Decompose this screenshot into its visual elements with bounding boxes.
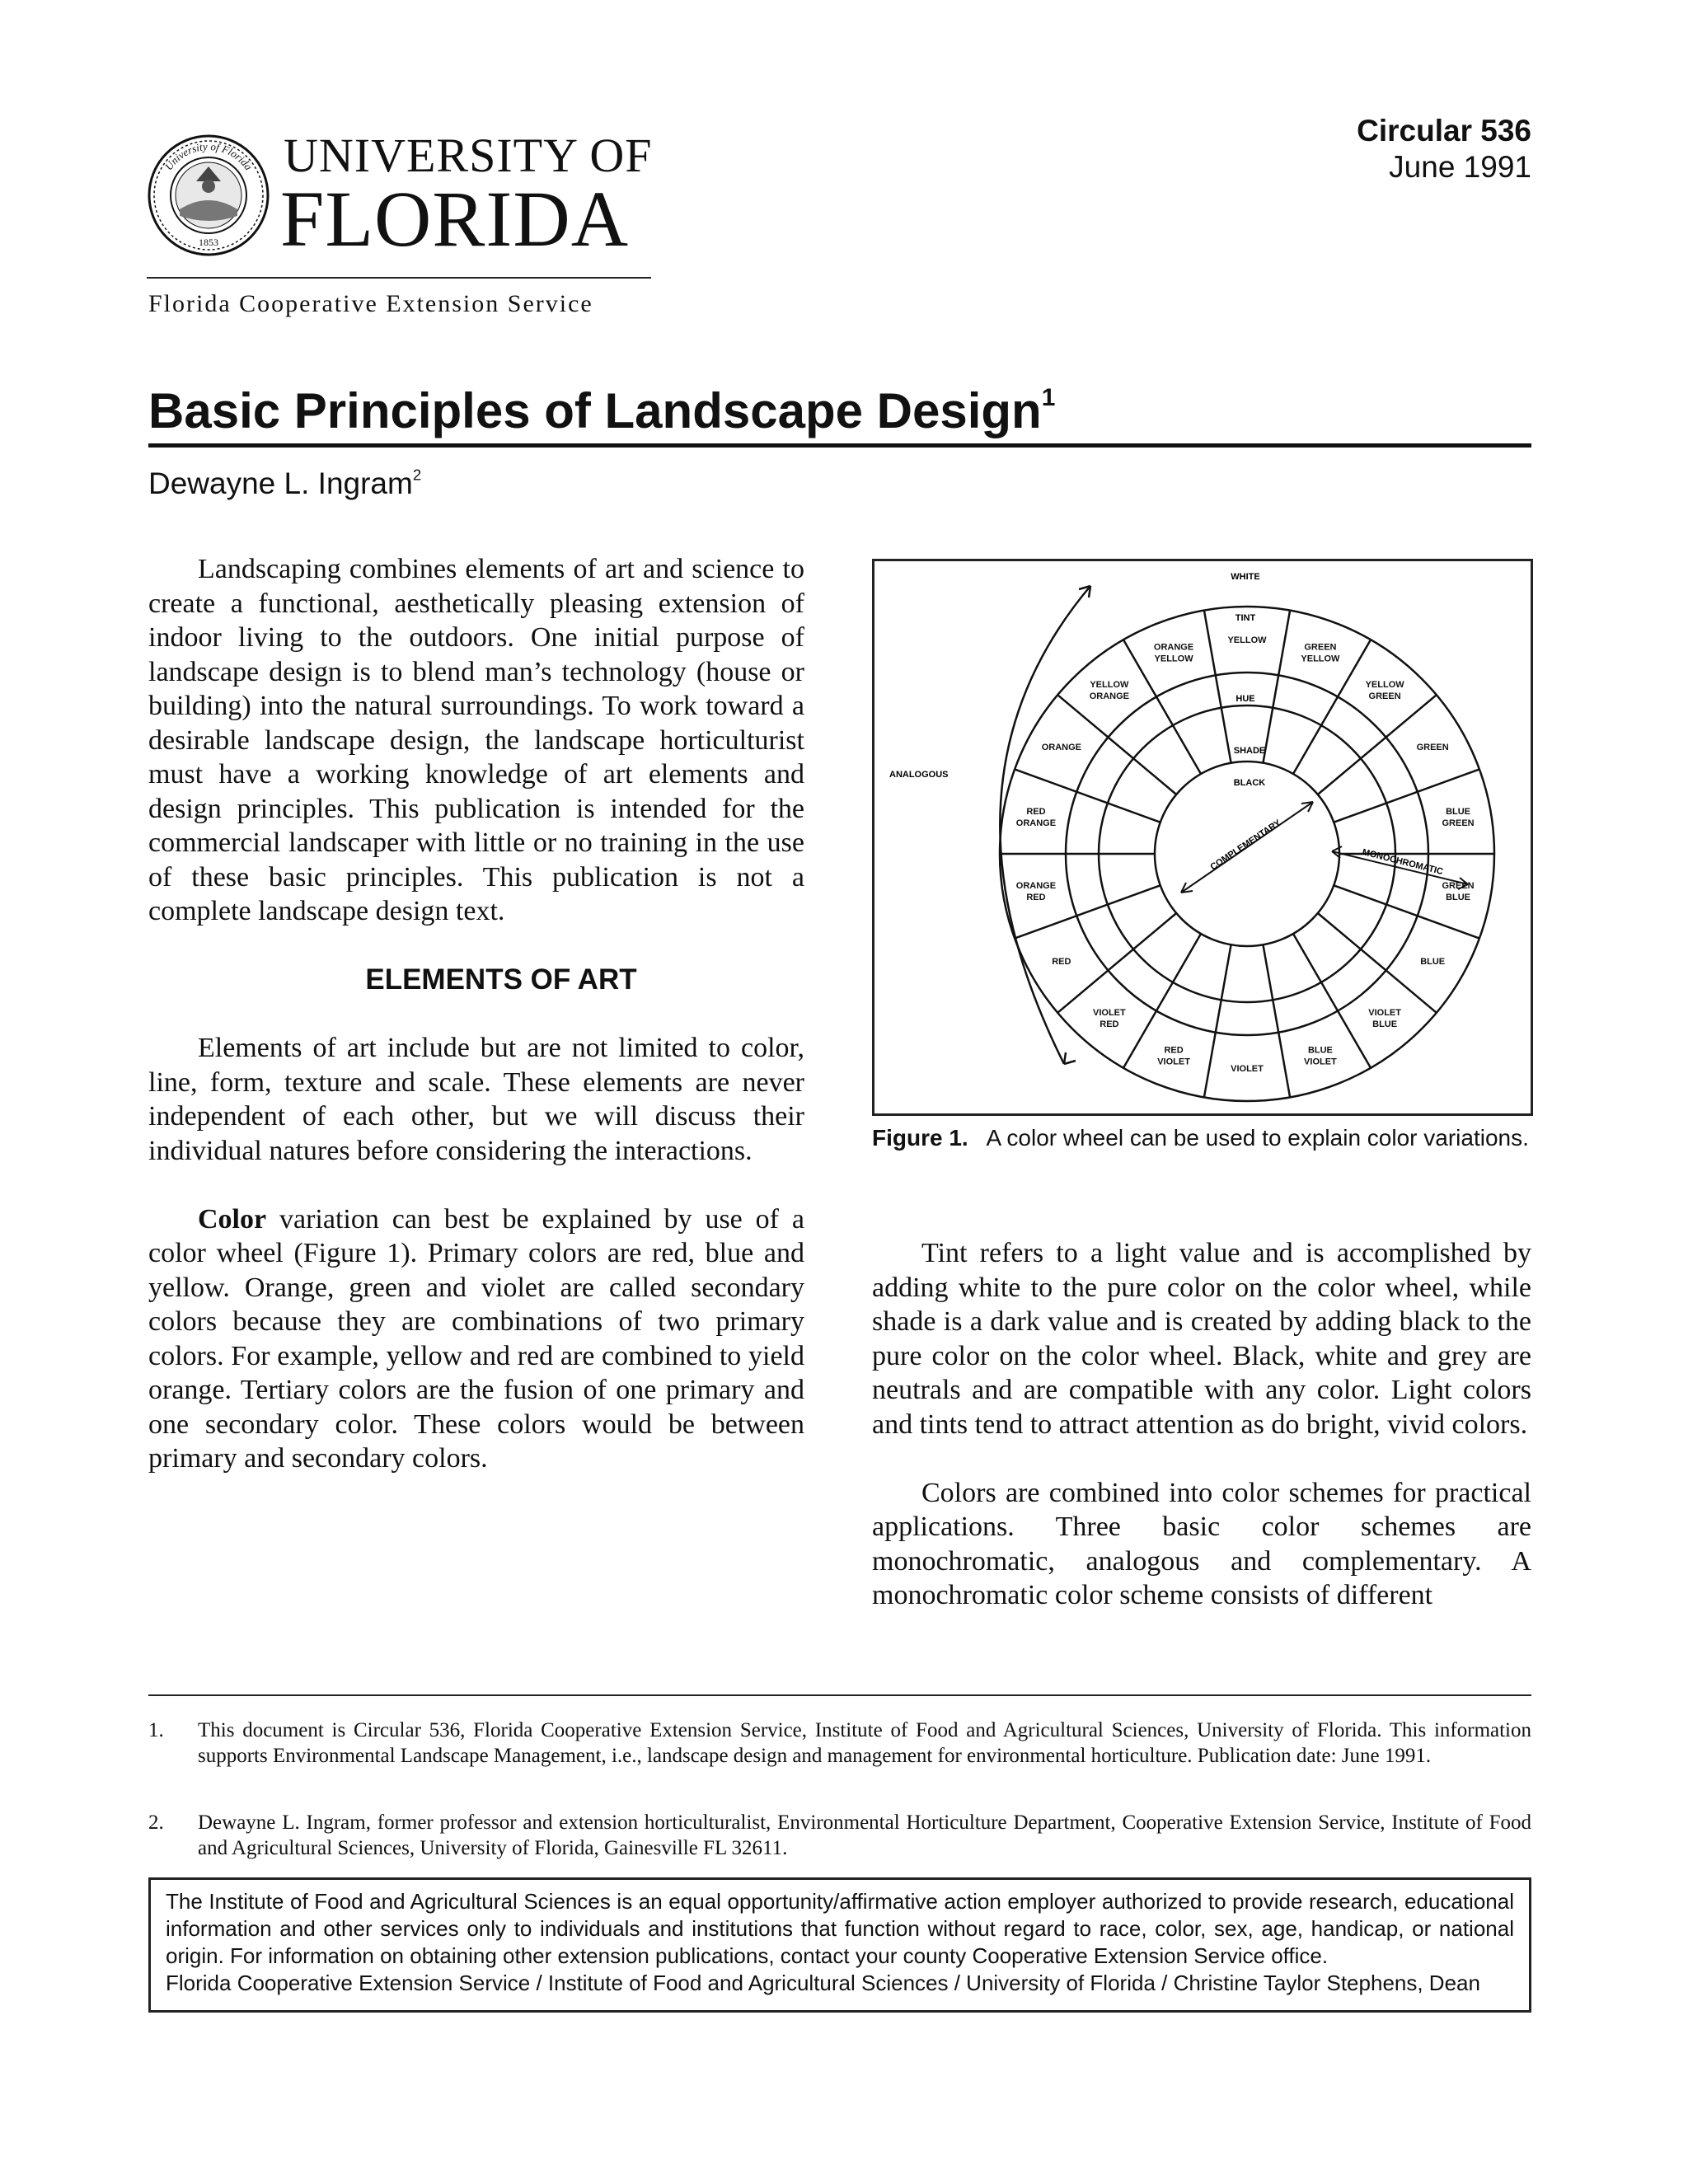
- university-name-line1: UNIVERSITY OF: [284, 129, 653, 182]
- wheel-label-hue: HUE: [1236, 694, 1255, 704]
- wheel-segment-label: YELLOW: [1227, 635, 1267, 645]
- wheel-label-black: BLACK: [1233, 778, 1266, 788]
- wheel-segment-label: GREEN: [1416, 743, 1449, 752]
- wheel-segment-label: YELLOW GREEN: [1365, 679, 1404, 701]
- footnote-1-number: 1.: [148, 1719, 164, 1741]
- intro-paragraph: Landscaping combines elements of art and science to create a functional, aesthetically pleasing extension of indoor living to the outdoors. One initial purpose of landscape design is to blend man’s technology (house or building) into the natural surroundings. To work toward a desirable landscape design, the landscape horticulturist must have a working knowledge of art elements and design principles. This publication is intended for the commercial landscaper with little or no training in the use of these basic principles. This publication is not a complete landscape design text.: [148, 554, 804, 926]
- wheel-segment-label: BLUE: [1420, 957, 1446, 967]
- elements-paragraph: Elements of art include but are not limited to color, line, form, texture and scale. These elements are never independent of each other, but we will discuss their individual natures before considering the interactions.: [148, 1033, 804, 1166]
- title-divider: [148, 443, 1531, 448]
- wheel-segment-label: YELLOW ORANGE: [1089, 679, 1130, 701]
- wheel-segment-label: VIOLET RED: [1093, 1008, 1126, 1030]
- wheel-segment-label: BLUE GREEN: [1442, 806, 1475, 828]
- equal-opportunity-box: [148, 1877, 1531, 2013]
- university-seal-icon: [147, 134, 270, 257]
- footnote-1-text: This document is Circular 536, Florida Cooperative Extension Service, Institute of Food and Agricultural Sciences, University of Florida. This information supports Environmental Landscape Management, i.e., landscape design and management for environmental horticulture. Publication date: June 1991.: [198, 1719, 1531, 1767]
- wheel-segment-label: BLUE VIOLET: [1304, 1045, 1337, 1067]
- author-line: [148, 466, 421, 501]
- wheel-segment-label: ORANGE RED: [1015, 881, 1057, 903]
- title-footnote-marker: 1: [1041, 384, 1056, 411]
- color-wheel-diagram: [874, 561, 1531, 1113]
- color-paragraph-text: variation can best be explained by use of a color wheel (Figure 1). Primary colors are red, blue and yellow. Orange, green and violet are called secondary colors because they are combinations of two primary colors. For example, yellow and red are combined to yield orange. Tertiary colors are the fusion of one primary and one secondary color. These colors would be between primary and secondary colors.: [148, 1203, 804, 1474]
- wheel-label-shade: SHADE: [1233, 746, 1266, 756]
- footnote-2-text: Dewayne L. Ingram, former professor and extension horticulturalist, Environmental Horticulture Department, Cooperative Extension Service, Institute of Food and Agricultural Sciences, University of Florida, Gainesville FL 32611.: [198, 1811, 1531, 1859]
- equal-opportunity-statement: The Institute of Food and Agricultural Sciences is an equal opportunity/affirmative action employer authorized to provide research, educational information and other services only to individuals and institutions that function without regard to race, color, sex, age, handicap, or national origin. For information on obtaining other extension publications, contact your county Cooperative Extension Service office.: [166, 1889, 1514, 1968]
- wheel-segment-label: ORANGE: [1041, 743, 1081, 752]
- wheel-divider: [1318, 913, 1437, 1013]
- tint-paragraph: Tint refers to a light value and is accomplished by adding white to the pure color on the color wheel, while shade is a dark value and is created by adding black to the pure color on the color wheel. Black, white and grey are neutrals and are compatible with any color. Light colors and tints tend to attract attention as do bright, vivid colors.: [872, 1238, 1531, 1440]
- page-title-text: Basic Principles of Landscape Design: [148, 383, 1042, 438]
- figure-color-wheel: [872, 559, 1533, 1116]
- footnote-divider: [148, 1694, 1531, 1696]
- wheel-segment-label: GREEN BLUE: [1442, 881, 1475, 903]
- left-column: [148, 552, 804, 1476]
- wheel-segment-label: RED ORANGE: [1015, 806, 1057, 828]
- footnote-2: [148, 1810, 1531, 1861]
- wheel-divider: [1263, 611, 1290, 763]
- color-paragraph: [148, 1202, 804, 1476]
- color-schemes-paragraph: Colors are combined into color schemes for practical applications. Three basic color schemes are monochromatic, analogous and complementary. A monochromatic color scheme consists of different: [872, 1477, 1531, 1610]
- equal-opportunity-credits: Florida Cooperative Extension Service / Institute of Food and Agricultural Sciences / University of Florida / Christine Taylor Stephens, Dean: [166, 1971, 1480, 1995]
- figure-label: Figure 1.: [872, 1125, 968, 1151]
- wheel-segment-label: GREEN YELLOW: [1301, 642, 1340, 664]
- section-heading-elements-of-art: ELEMENTS OF ART: [365, 963, 637, 996]
- wheel-divider: [1204, 944, 1231, 1097]
- extension-service-name: Florida Cooperative Extension Service: [148, 290, 593, 317]
- footnote-1: [148, 1718, 1531, 1769]
- wheel-divider: [1263, 944, 1290, 1097]
- circular-date: June 1991: [1389, 150, 1531, 184]
- wheel-segment-label: RED VIOLET: [1157, 1045, 1190, 1067]
- seal-year: 1853: [199, 237, 218, 248]
- wheel-divider: [1057, 913, 1176, 1013]
- right-column: [872, 1236, 1531, 1613]
- figure-caption-text: A color wheel can be used to explain color variations.: [986, 1125, 1529, 1151]
- circular-number: Circular 536: [1357, 114, 1531, 148]
- university-logo: [147, 130, 651, 321]
- wheel-segment-label: ORANGE YELLOW: [1153, 642, 1194, 664]
- color-term: Color: [198, 1203, 267, 1235]
- wheel-label-tint: TINT: [1235, 613, 1256, 623]
- wheel-label-analogous: ANALOGOUS: [889, 770, 949, 780]
- wheel-segment-label: VIOLET BLUE: [1368, 1008, 1401, 1030]
- university-name-line2: FLORIDA: [280, 175, 630, 263]
- footnote-2-number: 2.: [148, 1811, 164, 1834]
- page-title: [148, 384, 1055, 438]
- wheel-segment-label: RED: [1052, 957, 1071, 967]
- wheel-divider: [1123, 934, 1201, 1068]
- seal-text: University of Florida: [162, 139, 256, 173]
- wheel-ring-4: [1155, 762, 1339, 946]
- author-footnote-marker: 2: [412, 466, 422, 484]
- wheel-label-monochromatic: MONOCHROMATIC: [1361, 847, 1444, 878]
- logo-divider: [147, 277, 651, 279]
- wheel-segment-label: VIOLET: [1231, 1064, 1264, 1074]
- wheel-label-white: WHITE: [1231, 572, 1260, 582]
- author-name: Dewayne L. Ingram: [148, 466, 413, 500]
- wheel-divider: [1204, 611, 1231, 763]
- wheel-label-complementary: COMPLEMENTARY: [1208, 818, 1283, 873]
- figure-caption: [872, 1124, 1531, 1152]
- analogous-arrowhead-bottom: [1064, 1052, 1076, 1064]
